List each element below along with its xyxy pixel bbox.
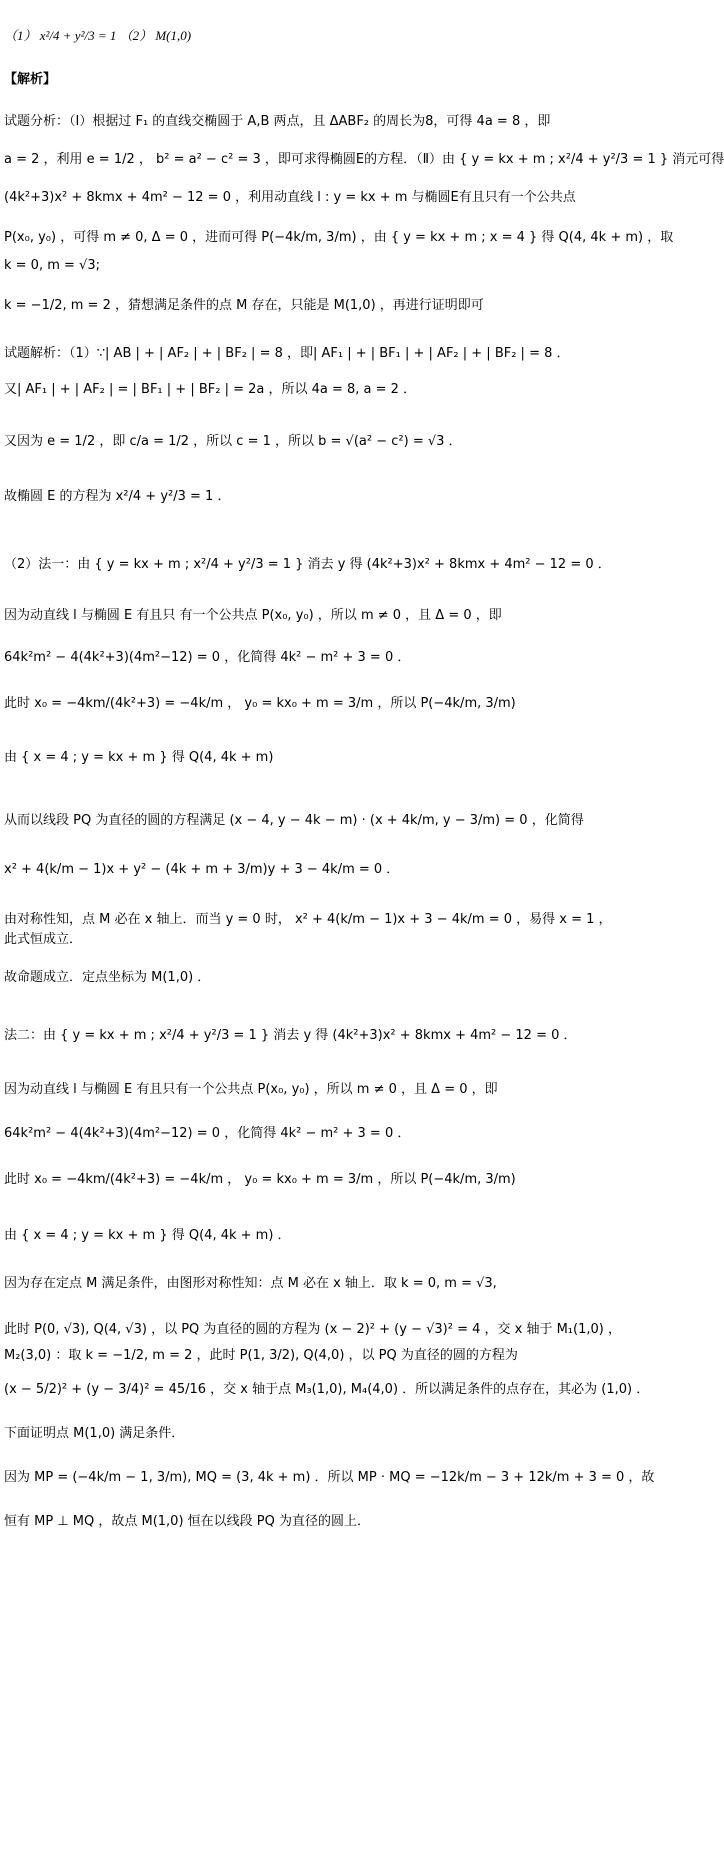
analysis-line-4: P(x₀, y₀) ，可得 m ≠ 0, Δ = 0 ，进而可得 P(−4k/m, 3/m) ，由 { y = kx + m ; x = 4 } 得 Q(4, 4k + m) ，取 bbox=[4, 230, 674, 245]
analysis-line-3: (4k²+3)x² + 8kmx + 4m² − 12 = 0 ，利用动直线 l : y = kx + m 与椭圆E有且只有一个公共点 bbox=[4, 190, 576, 205]
solution-line-12: 由对称性知，点 M 必在 x 轴上．而当 y = 0 时， x² + 4(k/m − 1)x + 3 − 4k/m = 0 ，易得 x = 1 ，此式恒成立． bbox=[4, 912, 612, 947]
solution-line-1: 试题解析：（1）∵| AB | + | AF₂ | + | BF₂ | = 8 ，即| AF₁ | + | BF₁ | + | AF₂ | + | BF₂ | = 8 ． bbox=[4, 346, 570, 361]
solution-line-19: 因为存在定点 M 满足条件，由图形对称性知：点 M 必在 x 轴上．取 k = 0, m = √3, bbox=[4, 1276, 497, 1291]
solution-line-18: 由 { x = 4 ; y = kx + m } 得 Q(4, 4k + m) ． bbox=[4, 1228, 291, 1243]
analysis-line-2: a = 2 ，利用 e = 1/2 ， b² = a² − c² = 3 ，即可求得椭圆E的方程．（Ⅱ）由 { y = kx + m ; x²/4 + y²/3 = 1 } 消元可得 bbox=[4, 152, 724, 167]
solution-line-21: M₂(3,0) ：取 k = −1/2, m = 2 ，此时 P(1, 3/2), Q(4,0) ，以 PQ 为直径的圆的方程为 bbox=[4, 1348, 518, 1363]
solution-line-20: 此时 P(0, √3), Q(4, √3) ，以 PQ 为直径的圆的方程为 (x − 2)² + (y − √3)² = 4 ，交 x 轴于 M₁(1,0) ， bbox=[4, 1322, 621, 1337]
solution-line-24: 因为 MP = (−4k/m − 1, 3/m), MQ = (3, 4k + m) ．所以 MP · MQ = −12k/m − 3 + 12k/m + 3 = 0 ，故 bbox=[4, 1470, 655, 1485]
analysis-line-6: k = −1/2, m = 2 ，猜想满足条件的点 M 存在，只能是 M(1,0) ，再进行证明即可 bbox=[4, 298, 484, 313]
analysis-line-5: k = 0, m = √3; bbox=[4, 258, 100, 273]
solution-line-13: 故命题成立．定点坐标为 M(1,0) ． bbox=[4, 970, 211, 985]
analysis-line-1: 试题分析：（Ⅰ）根据过 F₁ 的直线交椭圆于 A,B 两点，且 ΔABF₂ 的周长为8，可得 4a = 8 ，即 bbox=[4, 114, 551, 129]
solution-line-15: 因为动直线 l 与椭圆 E 有且只有一个公共点 P(x₀, y₀) ，所以 m ≠ 0 ，且 Δ = 0 ，即 bbox=[4, 1082, 498, 1097]
solution-line-8: 此时 x₀ = −4km/(4k²+3) = −4k/m ， y₀ = kx₀ + m = 3/m ，所以 P(−4k/m, 3/m) bbox=[4, 696, 516, 711]
solution-line-7: 64k²m² − 4(4k²+3)(4m²−12) = 0 ，化简得 4k² − m² + 3 = 0 ． bbox=[4, 650, 411, 665]
analysis-heading: 【解析】 bbox=[4, 72, 57, 87]
solution-line-9: 由 { x = 4 ; y = kx + m } 得 Q(4, 4k + m) bbox=[4, 750, 274, 765]
solution-line-2: 又| AF₁ | + | AF₂ | = | BF₁ | + | BF₂ | = 2a ，所以 4a = 8, a = 2 ． bbox=[4, 382, 417, 397]
solution-line-16: 64k²m² − 4(4k²+3)(4m²−12) = 0 ，化简得 4k² − m² + 3 = 0 ． bbox=[4, 1126, 411, 1141]
solution-line-22: (x − 5/2)² + (y − 3/4)² = 45/16 ，交 x 轴于点 M₃(1,0), M₄(4,0) ．所以满足条件的点存在，其必为 (1,0) ． bbox=[4, 1382, 650, 1397]
solution-line-25: 恒有 MP ⊥ MQ ，故点 M(1,0) 恒在以线段 PQ 为直径的圆上． bbox=[4, 1514, 370, 1529]
solution-line-10: 从而以线段 PQ 为直径的圆的方程满足 (x − 4, y − 4k − m) · (x + 4k/m, y − 3/m) = 0 ，化简得 bbox=[4, 813, 584, 828]
solution-line-11: x² + 4(k/m − 1)x + y² − (4k + m + 3/m)y + 3 − 4k/m = 0 ． bbox=[4, 862, 400, 877]
solution-line-5: （2）法一：由 { y = kx + m ; x²/4 + y²/3 = 1 } 消去 y 得 (4k²+3)x² + 8kmx + 4m² − 12 = 0 ． bbox=[4, 557, 611, 572]
solution-line-17: 此时 x₀ = −4km/(4k²+3) = −4k/m ， y₀ = kx₀ + m = 3/m ，所以 P(−4k/m, 3/m) bbox=[4, 1172, 516, 1187]
answer-line: （1） x²/4 + y²/3 = 1 （2） M(1,0) bbox=[4, 28, 192, 43]
solution-line-6: 因为动直线 l 与椭圆 E 有且只 有一个公共点 P(x₀, y₀) ，所以 m ≠ 0 ，且 Δ = 0 ，即 bbox=[4, 608, 502, 623]
solution-line-14: 法二：由 { y = kx + m ; x²/4 + y²/3 = 1 } 消去 y 得 (4k²+3)x² + 8kmx + 4m² − 12 = 0 ． bbox=[4, 1028, 577, 1043]
solution-line-3: 又因为 e = 1/2 ，即 c/a = 1/2 ，所以 c = 1 ，所以 b = √(a² − c²) = √3 ． bbox=[4, 434, 462, 449]
solution-line-4: 故椭圆 E 的方程为 x²/4 + y²/3 = 1 ． bbox=[4, 489, 231, 504]
solution-line-23: 下面证明点 M(1,0) 满足条件． bbox=[4, 1426, 185, 1441]
